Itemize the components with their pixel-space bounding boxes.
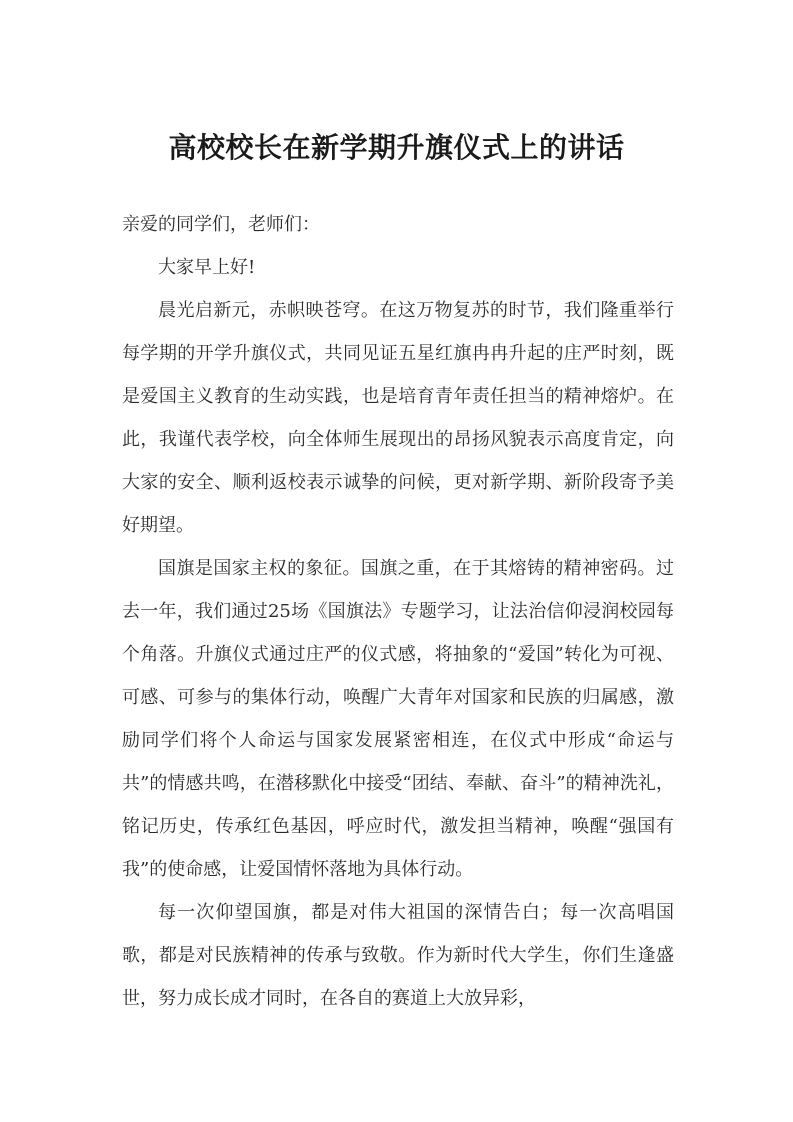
paragraph-youth: 每一次仰望国旗，都是对伟大祖国的深情告白；每一次高唱国歌，都是对民族精神的传承与致敬。作为新时代大学生，你们生逢盛世，努力成长成才同时，在各自的赛道上大放异彩， [122, 902, 674, 1009]
paragraph-greeting: 大家早上好! [158, 257, 256, 278]
paragraph-opening: 晨光启新元，赤帜映苍穹。在这万物复苏的时节，我们隆重举行每学期的开学升旗仪式，共同见证五星红旗冉冉升起的庄严时刻，既是爱国主义教育的生动实践，也是培育青年责任担当的精神熔炉。在此，我谨代表学校，向全体师生展现出的昂扬风貌表示高度肯定，向大家的安全、顺利返校表示诚挚的问候，更对新学期、新阶段寄予美好期望。 [122, 300, 674, 536]
paragraph-flag-symbol: 国旗是国家主权的象征。国旗之重，在于其熔铸的精神密码。过去一年，我们通过25场《国旗法》专题学习，让法治信仰浸润校园每个角落。升旗仪式通过庄严的仪式感，将抽象的“爱国”转化为可视、可感、可参与的集体行动，唤醒广大青年对国家和民族的归属感，激励同学们将个人命运与国家发展紧密相连，在仪式中形成“命运与共”的情感共鸣，在潜移默化中接受“团结、奉献、奋斗”的精神洗礼，铭记历史，传承红色基因，呼应时代，激发担当精神，唤醒“强国有我”的使命感，让爱国情怀落地为具体行动。 [122, 558, 674, 880]
document-body [122, 203, 674, 1020]
document-title: 高校校长在新学期升旗仪式上的讲话 [168, 131, 625, 164]
salutation: 亲爱的同学们，老师们： [122, 214, 320, 235]
